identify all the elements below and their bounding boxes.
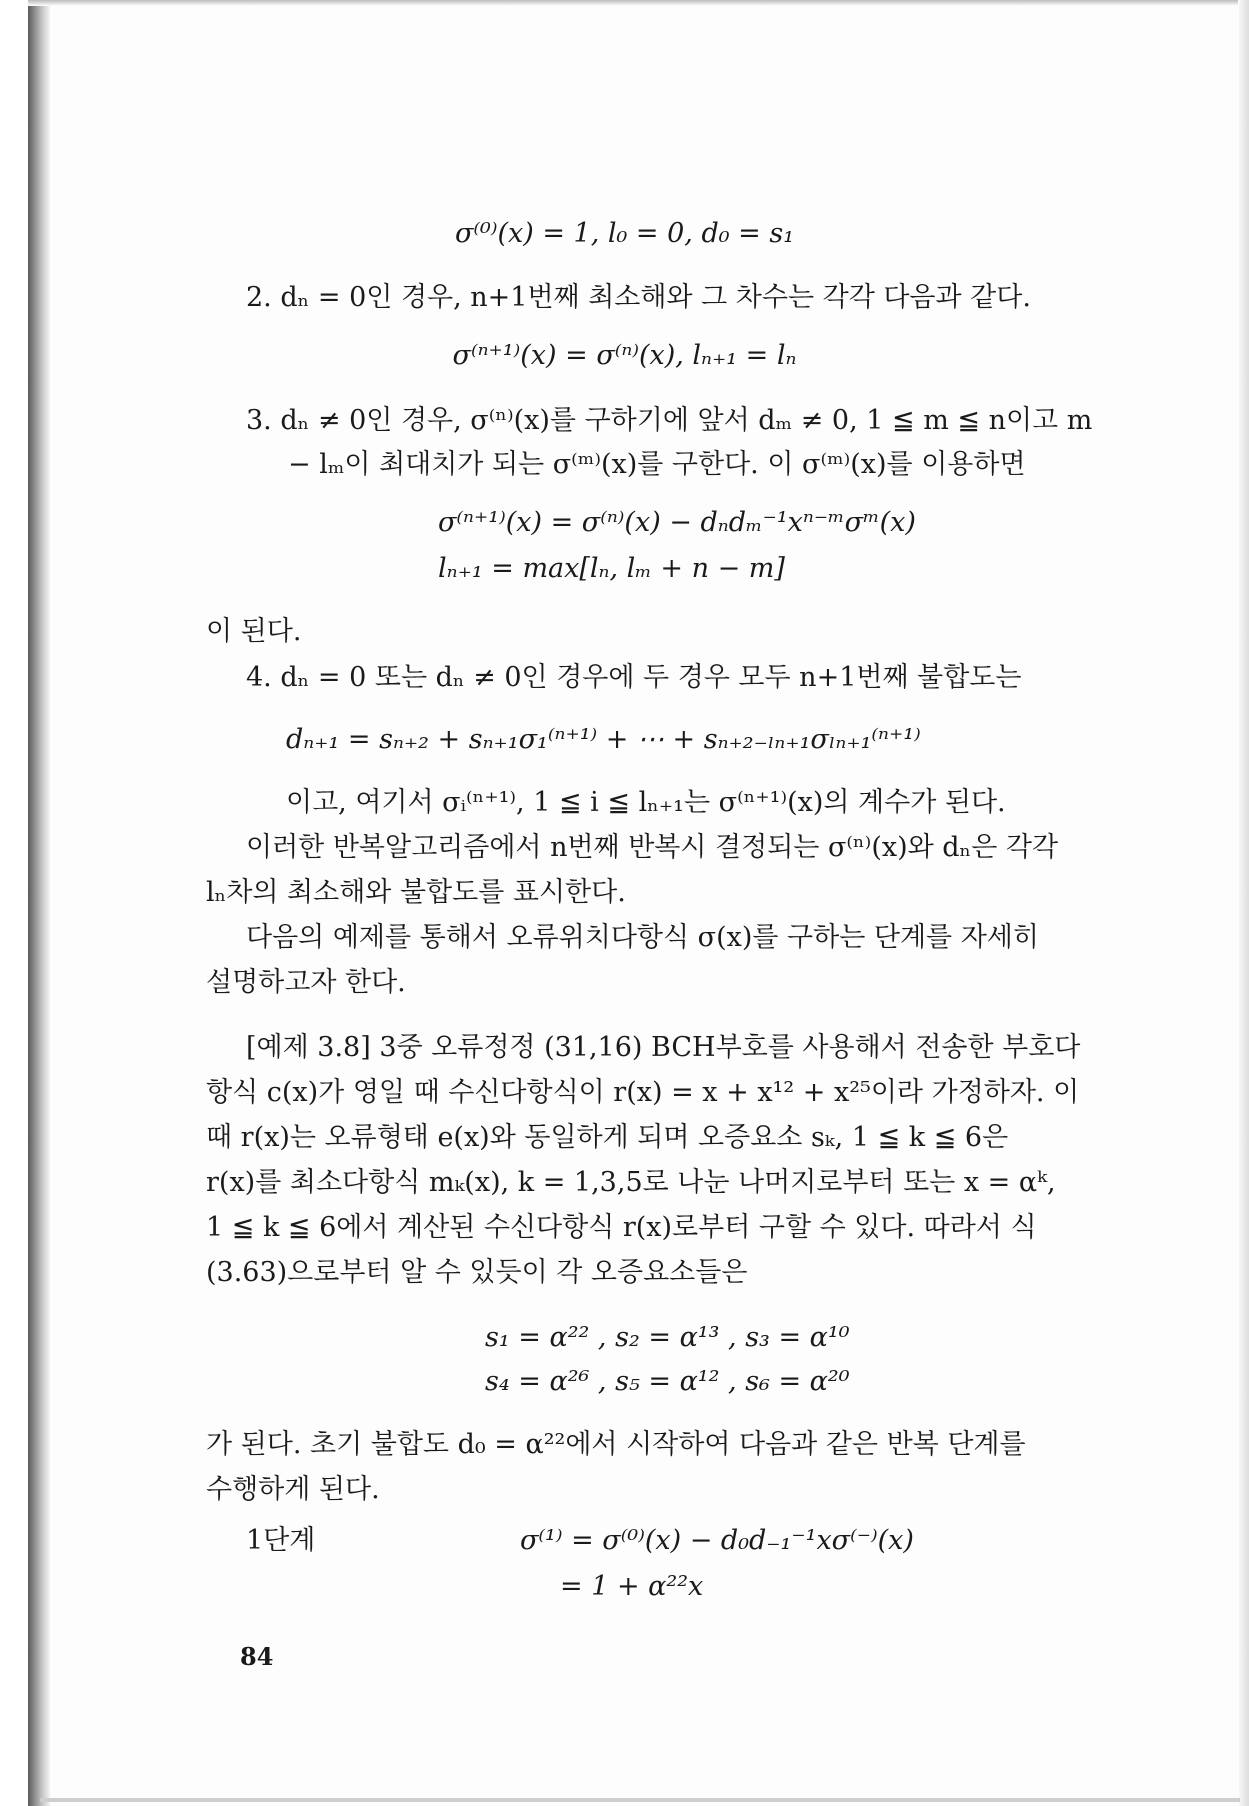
step-4-text: 4. dₙ = 0 또는 dₙ ≠ 0인 경우에 두 경우 모두 n+1번째 불합도는 xyxy=(246,662,1022,693)
equation-syndromes-row-2: s₄ = α²⁶ , s₅ = α¹² , s₆ = α²⁰ xyxy=(485,1366,850,1397)
example-text: 때 r(x)는 오류형태 e(x)와 동일하게 되며 오증요소 sₖ, 1 ≦ k ≦ 6은 xyxy=(206,1122,1009,1153)
equation-syndromes-row-1: s₁ = α²² , s₂ = α¹³ , s₃ = α¹⁰ xyxy=(485,1322,850,1353)
equation-step-1-result: = 1 + α²²x xyxy=(560,1571,704,1602)
paragraph-text: 이러한 반복알고리즘에서 n번째 반복시 결정되는 σ⁽ⁿ⁾(x)와 dₙ은 각각 xyxy=(246,832,1059,863)
paragraph-text: lₙ차의 최소해와 불합도를 표시한다. xyxy=(206,877,626,908)
example-text: 1 ≦ k ≦ 6에서 계산된 수신다항식 r(x)로부터 구할 수 있다. 따라서 식 xyxy=(206,1212,1037,1243)
step-3-text-line-2: − lₘ이 최대치가 되는 σ⁽ᵐ⁾(x)를 구한다. 이 σ⁽ᵐ⁾(x)를 이용하면 xyxy=(288,449,1026,480)
equation-discrepancy: dₙ₊₁ = sₙ₊₂ + sₙ₊₁σ₁⁽ⁿ⁺¹⁾ + ⋯ + sₙ₊₂₋ₗₙ₊₁σₗₙ₊₁⁽ⁿ⁺¹⁾ xyxy=(286,724,921,755)
example-text: 항식 c(x)가 영일 때 수신다항식이 r(x) = x + x¹² + x²⁵이라 가정하자. 이 xyxy=(206,1077,1080,1108)
paragraph-text: 가 된다. 초기 불합도 d₀ = α²²에서 시작하여 다음과 같은 반복 단계를 xyxy=(206,1429,1026,1460)
example-text: r(x)를 최소다항식 mₖ(x), k = 1,3,5로 나눈 나머지로부터 또는 x = αᵏ, xyxy=(206,1167,1056,1198)
equation-step-1: σ⁽¹⁾ = σ⁽⁰⁾(x) − d₀d₋₁⁻¹xσ⁽⁻⁾(x) xyxy=(520,1525,914,1556)
step-label: 1단계 xyxy=(246,1525,316,1556)
equation-sigma-update: σ⁽ⁿ⁺¹⁾(x) = σ⁽ⁿ⁾(x) − dₙdₘ⁻¹xⁿ⁻ᵐσᵐ(x) xyxy=(438,507,916,538)
step-2-text: 2. dₙ = 0인 경우, n+1번째 최소해와 그 차수는 각각 다음과 같다. xyxy=(246,282,1031,313)
paragraph-text: 이 된다. xyxy=(206,616,302,647)
paragraph-text: 설명하고자 한다. xyxy=(206,967,406,998)
paragraph-text: 수행하게 된다. xyxy=(206,1474,380,1505)
example-text: (3.63)으로부터 알 수 있듯이 각 오증요소들은 xyxy=(206,1257,748,1288)
example-text: [예제 3.8] 3중 오류정정 (31,16) BCH부호를 사용해서 전송한 부호다 xyxy=(246,1032,1081,1063)
paragraph-text: 다음의 예제를 통해서 오류위치다항식 σ(x)를 구하는 단계를 자세히 xyxy=(246,922,1039,953)
page-number: 84 xyxy=(240,1642,274,1671)
paragraph-text: 이고, 여기서 σᵢ⁽ⁿ⁺¹⁾, 1 ≦ i ≦ lₙ₊₁는 σ⁽ⁿ⁺¹⁾(x)의 계수가 된다. xyxy=(286,787,1006,818)
equation-step-2: σ⁽ⁿ⁺¹⁾(x) = σ⁽ⁿ⁾(x), lₙ₊₁ = lₙ xyxy=(452,340,797,371)
equation-degree-update: lₙ₊₁ = max[lₙ, lₘ + n − m] xyxy=(438,553,785,584)
equation-initial-values: σ⁽⁰⁾(x) = 1, l₀ = 0, d₀ = s₁ xyxy=(454,218,795,249)
step-3-text-line-1: 3. dₙ ≠ 0인 경우, σ⁽ⁿ⁾(x)를 구하기에 앞서 dₘ ≠ 0, 1 ≦ m ≦ n이고 m xyxy=(246,405,1093,436)
